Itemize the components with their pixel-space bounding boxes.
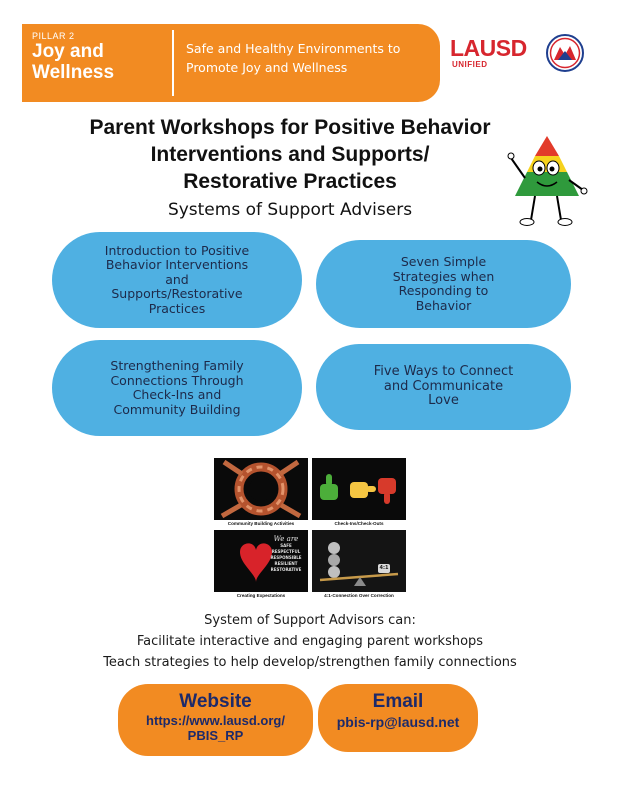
balance-icon [312, 530, 406, 592]
lausd-seal-icon [546, 34, 584, 72]
title-line2: Interventions and Supports/ [150, 143, 430, 166]
advisors-block [40, 610, 580, 673]
title-line1: Parent Workshops for Positive Behavior [89, 116, 491, 139]
lausd-logo [450, 36, 536, 76]
advisors-item-teach: Teach strategies to help develop/strengthen family connections [103, 655, 517, 670]
thumbs-icon [312, 458, 406, 520]
workshop-text: Five Ways to Connect [373, 364, 514, 380]
email-button[interactable] [318, 684, 478, 752]
connection-over-correction-image [312, 530, 406, 592]
caption-expectations: Creating Expectations [236, 593, 286, 598]
workshop-text: Connections Through [110, 372, 244, 388]
value-respectful: RESPECTFUL [271, 549, 301, 554]
website-url-line1[interactable]: https://www.lausd.org/ [146, 713, 285, 728]
check-ins-image [312, 458, 406, 520]
workshop-text: and Communicate [383, 378, 504, 394]
value-responsible: RESPONSIBLE [270, 555, 302, 560]
ratio-label: 4:1 [379, 565, 389, 571]
website-url-line2[interactable]: PBIS_RP [187, 728, 244, 743]
pillar-title-line1: Joy and [32, 41, 104, 62]
tagline-line1: Safe and Healthy Environments to [186, 41, 401, 56]
pillar-number: PILLAR 2 [32, 31, 75, 41]
page-subtitle: Systems of Support Advisers [167, 200, 413, 220]
workshop-text: and [165, 271, 189, 287]
workshop-image-grid [214, 458, 406, 604]
page-title [30, 114, 550, 195]
title-line3: Restorative Practices [183, 170, 397, 193]
workshop-text: Strategies when [392, 268, 495, 284]
workshop-seven-strategies [316, 240, 571, 328]
workshop-five-ways [316, 344, 571, 430]
we-are-text: We are [273, 535, 299, 543]
website-button[interactable] [118, 684, 313, 756]
workshop-text: Practices [148, 300, 206, 316]
value-safe: SAFE [280, 543, 292, 548]
advisors-intro: System of Support Advisors can: [204, 613, 416, 628]
lausd-wordmark: LAUSD [450, 35, 527, 61]
workshop-text: Responding to [398, 283, 489, 298]
advisors-item-facilitate: Facilitate interactive and engaging parent workshops [136, 634, 484, 649]
website-label: Website [179, 691, 252, 712]
tagline-line2: Promote Joy and Wellness [186, 60, 348, 75]
pillar-tagline [174, 24, 440, 102]
workshop-text: Introduction to Positive [104, 242, 250, 258]
email-address[interactable]: pbis-rp@lausd.net [336, 714, 460, 730]
workshop-text: Behavior [415, 297, 472, 313]
workshop-text: Strengthening Family [110, 358, 244, 373]
workshop-text: Behavior Interventions [105, 257, 249, 273]
value-resilient: RESILIENT [274, 561, 298, 566]
caption-check-ins: Check-Ins/Check-Outs [334, 521, 384, 526]
pillar-banner [22, 24, 440, 102]
workshop-intro-pbis [52, 232, 302, 328]
value-restorative: RESTORATIVE [270, 567, 302, 572]
workshop-text: Seven Simple [400, 254, 487, 269]
workshop-family-connections [52, 340, 302, 436]
workshop-text: Check-Ins and [132, 387, 222, 402]
caption-community: Community Building Activities [227, 521, 295, 526]
email-label: Email [372, 691, 424, 712]
community-building-image [214, 458, 308, 520]
pillar-title-line2: Wellness [32, 62, 115, 83]
triangle-mascot-icon [505, 132, 590, 232]
caption-connection: 4:1-Connection Over Correction [324, 593, 394, 598]
workshop-text: Love [428, 393, 459, 409]
workshop-text: Community Building [113, 401, 241, 417]
lausd-unified: UNIFIED [452, 60, 488, 69]
pillar-block [22, 24, 172, 102]
hands-circle-icon [214, 458, 308, 520]
expectations-image [214, 530, 308, 592]
workshop-text: Supports/Restorative [111, 286, 243, 302]
